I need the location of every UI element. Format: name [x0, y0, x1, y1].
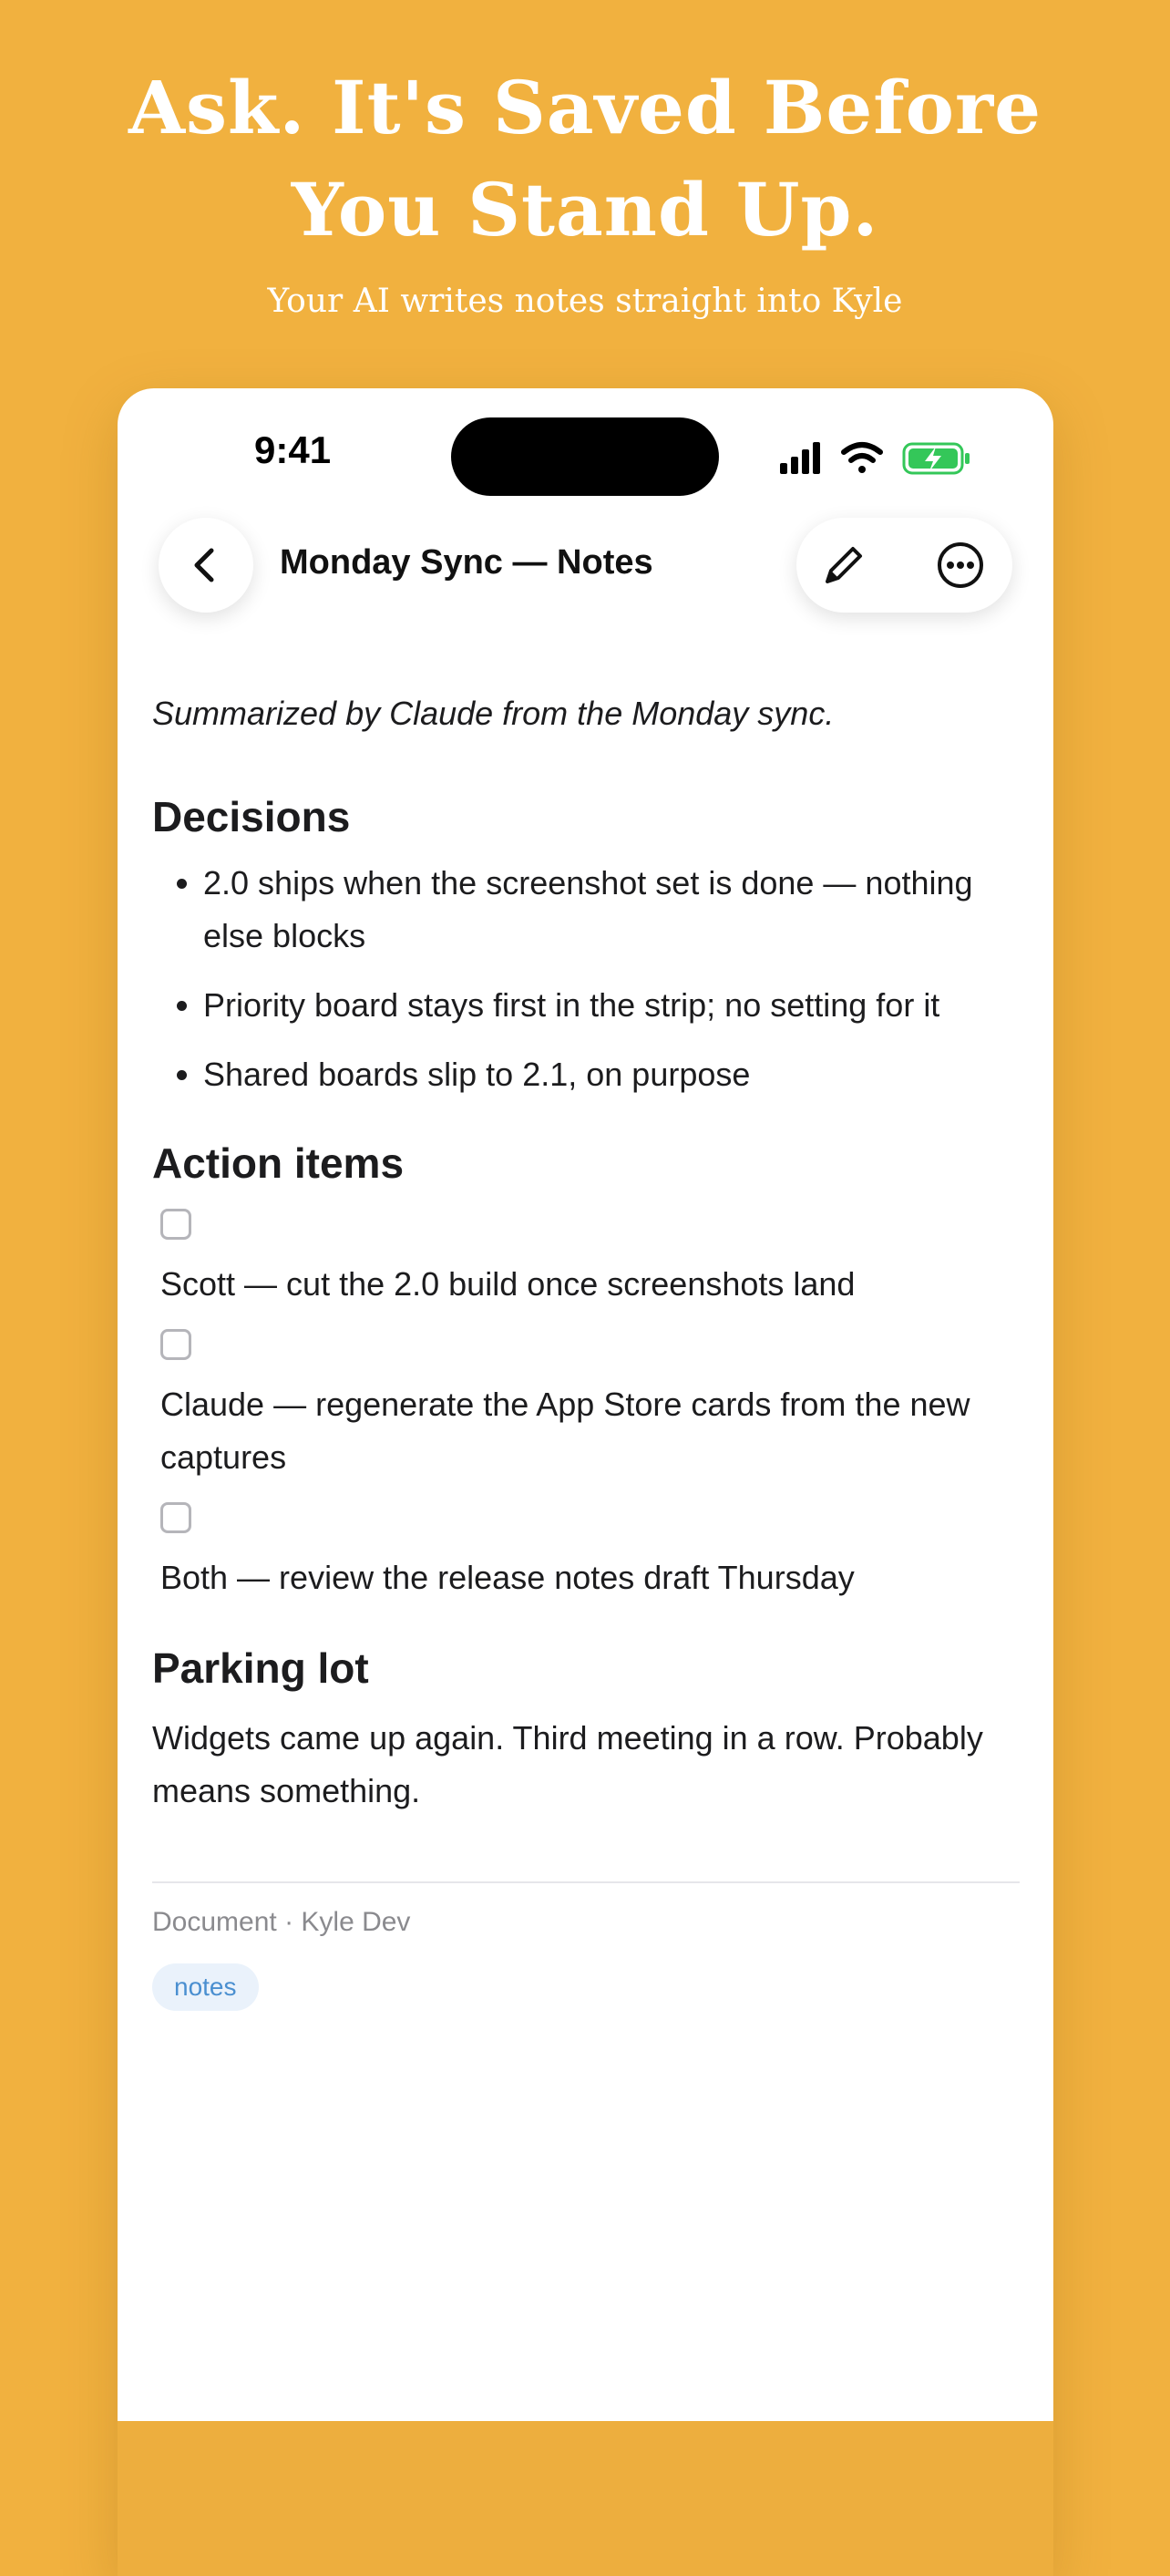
list-item: • Priority board stays first in the strip; no setting for it	[203, 979, 1020, 1032]
status-icons	[780, 439, 990, 476]
more-button[interactable]	[933, 538, 988, 592]
task-checkbox[interactable]	[160, 1329, 191, 1360]
task-text: Scott — cut the 2.0 build once screenshots land	[160, 1265, 856, 1303]
promo-headline-line-1: Ask. It's Saved Before	[128, 65, 1042, 150]
promo-headline	[0, 57, 1170, 261]
signal-icon	[780, 442, 820, 474]
pencil-icon	[822, 543, 866, 587]
nav-actions-group	[796, 518, 1012, 613]
action-items-heading: Action items	[152, 1139, 405, 1187]
dynamic-island	[451, 417, 719, 496]
phone-bottom-band	[118, 2421, 1053, 2576]
promo-subheadline: Your AI writes notes straight into Kyle	[267, 283, 903, 320]
edit-button[interactable]	[816, 538, 871, 592]
parking-lot-text: Widgets came up again. Third meeting in a row. Probably means something.	[152, 1719, 983, 1809]
note-body	[152, 689, 1020, 2011]
parking-lot-heading: Parking lot	[152, 1644, 369, 1692]
tag-chip[interactable]: notes	[152, 1963, 259, 2011]
decisions-list	[152, 857, 1020, 1101]
task-text: Claude — regenerate the App Store cards from the new captures	[160, 1386, 970, 1476]
status-time: 9:41	[254, 428, 332, 471]
task-text: Both — review the release notes draft Thursday	[160, 1559, 855, 1596]
task-item	[160, 1502, 1020, 1604]
note-intro: Summarized by Claude from the Monday sync.	[152, 695, 835, 732]
ellipsis-circle-icon	[936, 541, 985, 590]
list-item: • 2.0 ships when the screenshot set is done — nothing else blocks	[203, 857, 1020, 963]
task-item	[160, 1209, 1020, 1311]
chevron-left-icon	[186, 545, 226, 585]
note-title: Monday Sync — Notes	[280, 543, 653, 582]
decisions-heading: Decisions	[152, 793, 351, 840]
divider	[152, 1881, 1020, 1883]
phone-screen	[118, 388, 1053, 2576]
list-item: • Shared boards slip to 2.1, on purpose	[203, 1048, 1020, 1101]
document-meta: Document · Kyle Dev	[152, 1907, 411, 1937]
task-item	[160, 1329, 1020, 1484]
task-checkbox[interactable]	[160, 1209, 191, 1240]
promo-headline-line-2: You Stand Up.	[291, 167, 879, 252]
wifi-icon	[844, 445, 880, 473]
battery-charging-icon	[904, 444, 970, 473]
task-checkbox[interactable]	[160, 1502, 191, 1533]
back-button[interactable]	[159, 518, 253, 613]
